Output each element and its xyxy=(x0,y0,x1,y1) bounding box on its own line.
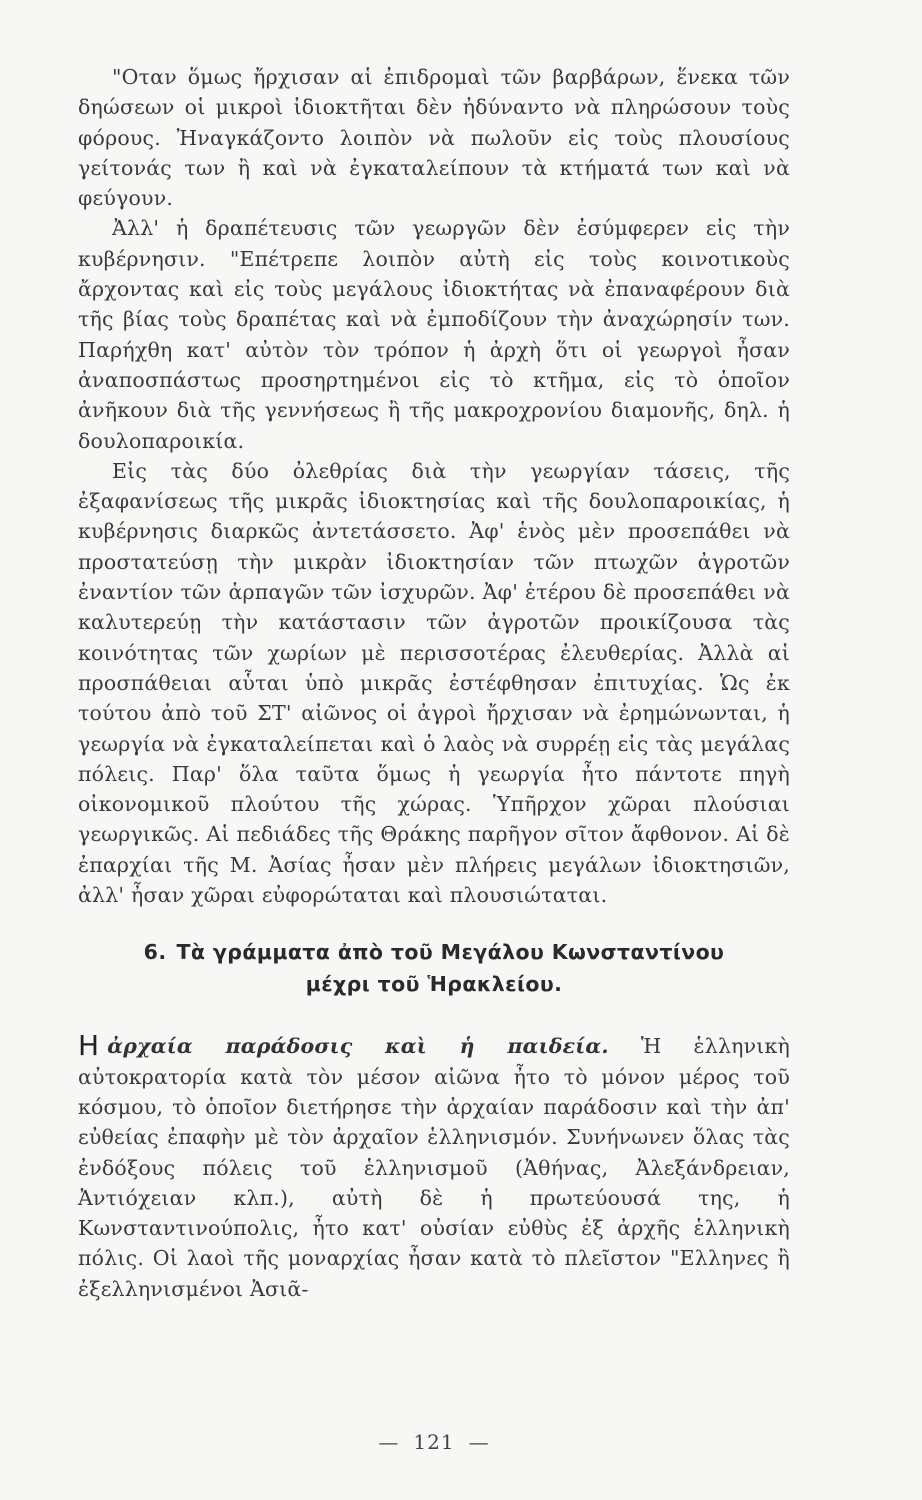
section-title-line-1: Τὰ γράμματα ἀπὸ τοῦ Μεγάλου Κωνσταντίνου xyxy=(176,940,725,965)
section-lead-phrase: ἀρχαία παράδοσις καὶ ἡ παιδεία. xyxy=(107,1034,609,1059)
section-heading xyxy=(78,936,790,1000)
section-heading-line-1 xyxy=(78,936,790,968)
section-title-line-2: μέχρι τοῦ Ἡρακλείου. xyxy=(305,972,563,997)
page-number: 121 xyxy=(413,1430,455,1454)
body-paragraph-1: "Οταν ὅμως ἤρχισαν αἱ ἐπιδρομαὶ τῶν βαρβάρων, ἕνεκα τῶν δηώσεων οἱ μικροὶ ἰδιοκτῆται δὲν ἠδύναντο νὰ πληρώσουν τοὺς φόρους. Ἠναγκάζοντο λοιπὸν νὰ πωλοῦν εἰς τοὺς πλουσίους γείτονάς των ἢ καὶ νὰ ἐγκαταλείπουν τὰ κτήματά των καὶ νὰ φεύγουν. xyxy=(78,65,790,211)
book-page xyxy=(78,62,790,1492)
drop-cap: Η xyxy=(78,1029,100,1063)
section-paragraph xyxy=(78,1030,790,1304)
body-paragraph-2: Ἀλλ' ἡ δραπέτευσις τῶν γεωργῶν δὲν ἐσύμφερεν εἰς τὴν κυβέρνησιν. "Επέτρεπε λοιπὸν αὐτὴ εἰς τοὺς κοινοτικοὺς ἄρχοντας καὶ εἰς τοὺς μεγάλους ἰδιοκτήτας νὰ ἐπαναφέρουν διὰ τῆς βίας τοὺς δραπέτας καὶ νὰ ἐμποδίζουν τὴν ἀναχώρησίν των. Παρήχθη κατ' αὐτὸν τὸν τρόπον ἡ ἀρχὴ ὅτι οἱ γεωργοὶ ἦσαν ἀναποσπάστως προσηρτημένοι εἰς τὸ κτῆμα, εἰς τὸ ὁποῖον ἀνῆκουν διὰ τῆς γεννήσεως ἢ τῆς μακροχρονίου διαμονῆς, δηλ. ἡ δουλοπαροικία. xyxy=(78,216,790,453)
section-body-text: Ἡ ἑλληνικὴ αὐτοκρατορία κατὰ τὸν μέσον αἰῶνα ἦτο τὸ μόνον μέρος τοῦ κόσμου, τὸ ὁποῖον διετήρησε τὴν ἀρχαίαν παράδοσιν καὶ τὴν ἀπ' εὐθείας ἐπαφὴν μὲ τὸν ἀρχαῖον ἑλληνισμόν. Συνήνωνεν ὅλας τὰς ἐνδόξους πόλεις τοῦ ἑλληνισμοῦ (Ἀθήνας, Ἀλεξάνδρειαν, Ἀντιόχειαν κλπ.), αὐτὴ δὲ ἡ πρωτεύουσά της, ἡ Κωνσταντινούπολις, ἦτο κατ' οὐσίαν εὐθὺς ἐξ ἀρχῆς ἑλληνικὴ πόλις. Οἱ λαοὶ τῆς μοναρχίας ἦσαν κατὰ τὸ πλεῖστον "Ελληνες ἢ ἐξελληνισμένοι Ἀσιᾶ- xyxy=(78,1034,791,1301)
section-number: 6. xyxy=(143,940,167,965)
body-paragraph-3: Εἰς τὰς δύο ὀλεθρίας διὰ τὴν γεωργίαν τάσεις, τῆς ἐξαφανίσεως τῆς μικρᾶς ἰδιοκτησίας καὶ τῆς δουλοπαροικίας, ἡ κυβέρνησις διαρκῶς ἀντετάσσετο. Ἀφ' ἑνὸς μὲν προσεπάθει νὰ προστατεύσῃ τὴν μικρὰν ἰδιοκτησίαν τῶν πτωχῶν ἀγροτῶν ἐναντίον τῶν ἁρπαγῶν τῶν ἰσχυρῶν. Ἀφ' ἑτέρου δὲ προσεπάθει νὰ καλυτερεύῃ τὴν κατάστασιν τῶν ἀγροτῶν προικίζουσα τὰς κοινότητας τῶν χωρίων μὲ περισσοτέρας ἐλευθερίας. Ἀλλὰ αἱ προσπάθειαι αὗται ὑπὸ μικρᾶς ἐστέφθησαν ἐπιτυχίας. Ὡς ἐκ τούτου ἀπὸ τοῦ ΣΤ' αἰῶνος οἱ ἀγροὶ ἤρχισαν νὰ ἐρημώνωνται, ἡ γεωργία νὰ ἐγκαταλείπεται καὶ ὁ λαὸς νὰ συρρέῃ εἰς τὰς μεγάλας πόλεις. Παρ' ὅλα ταῦτα ὅμως ἡ γεωργία ἦτο πάντοτε πηγὴ οἰκονομικοῦ πλούτου τῆς χώρας. Ὑπῆρχον χῶραι πλούσιαι γεωργικῶς. Αἱ πεδιάδες τῆς Θράκης παρῆγον σῖτον ἄφθονον. Αἱ δὲ ἐπαρχίαι τῆς Μ. Ἀσίας ἦσαν μὲν πλήρεις μεγάλων ἰδιοκτησιῶν, ἀλλ' ἦσαν χῶραι εὐφορώταται καὶ πλουσιώταται. xyxy=(78,458,790,908)
folio-dash-left: — xyxy=(378,1430,400,1454)
folio-dash-right: — xyxy=(468,1430,490,1454)
page-number-footer xyxy=(78,1430,790,1454)
